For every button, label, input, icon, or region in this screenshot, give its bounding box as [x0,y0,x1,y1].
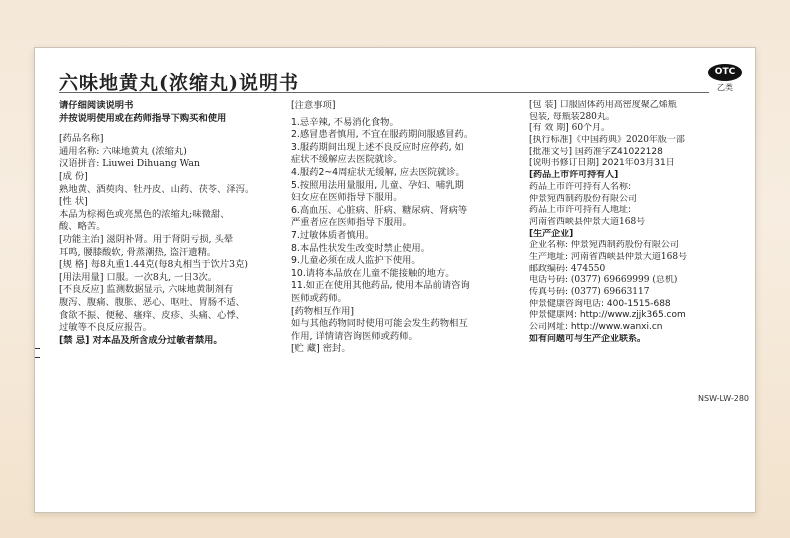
adverse-reactions-1: [不良反应] 监测数据显示, 六味地黄制剂有 [59,284,234,296]
otc-badge [707,64,743,98]
column-right [529,100,737,345]
health-website: 仲景健康网: http://www.zjjk365.com [529,310,686,321]
section-appearance: [性 状] [59,196,88,208]
ingredients-text: 熟地黄、酒萸肉、牡丹皮、山药、茯苓、泽泻。 [59,183,255,195]
otc-label: OTC [708,64,742,81]
holder-name-label: 药品上市许可持有人名称: [529,181,632,192]
fax-number: 传真号码: (0377) 69663117 [529,287,650,297]
precaution-5a: 5.按照用法用量服用, 儿童、孕妇、哺乳期 [291,179,464,191]
edge-mark [35,348,40,358]
storage-text: [贮 藏] 密封。 [291,343,351,355]
approval-number: [批准文号] 国药准字Z41022128 [529,146,663,157]
precaution-6b: 严重者应在医师指导下服用。 [291,217,412,229]
notice-line-2: 并按说明使用或在药师指导下购买和使用 [59,112,227,124]
interactions-text-1: 如与其他药物同时使用可能会发生药物相互 [291,318,468,330]
company-website: 公司网址: http://www.wanxi.cn [529,322,663,333]
standard: [执行标准]《中国药典》2020年版一部 [529,135,685,146]
instruction-sheet [34,47,756,513]
precaution-5b: 妇女应在医师指导下服用。 [291,192,403,204]
specification-text: [规 格] 每8丸重1.44克(每8丸相当于饮片3克) [59,259,249,271]
document-title: 六味地黄丸(浓缩丸)说明书 [59,72,299,94]
consult-phone: 仲景健康咨询电话: 400-1515-688 [529,298,671,309]
dosage-text: [用法用量] 口服。一次8丸, 一日3次。 [59,271,218,283]
precaution-6a: 6.高血压、心脏病、肝病、糖尿病、肾病等 [291,204,468,216]
precaution-10: 10.请将本品放在儿童不能接触的地方。 [291,267,455,279]
appearance-text-1: 本品为棕褐色或亮黑色的浓缩丸;味微甜、 [59,208,230,220]
precaution-11b: 医师或药师。 [291,292,347,304]
postal-code: 邮政编码: 474550 [529,263,606,274]
company-name: 企业名称: 仲景宛西制药股份有限公司 [529,240,679,251]
indications-text-1: [功能主治] 滋阴补肾。用于肾阴亏损, 头晕 [59,233,234,245]
holder-address-label: 药品上市许可持有人地址: [529,205,632,216]
interactions-text-2: 作用, 详情请咨询医师或药师。 [291,330,418,342]
section-manufacturer: [生产企业] [529,228,574,239]
package-text-2: 包装, 每瓶装280丸。 [529,111,615,122]
column-middle [291,100,517,356]
precaution-8: 8.本品性状发生改变时禁止使用。 [291,242,431,254]
revision-date: [说明书修订日期] 2021年03月31日 [529,158,675,169]
adverse-reactions-3: 食欲不振、便秘、瘙痒、皮疹、头痛、心悸、 [59,309,245,321]
section-drug-name: [药品名称] [59,133,104,145]
generic-name: 通用名称: 六味地黄丸 (浓缩丸) [59,145,187,157]
precaution-3b: 症状不缓解应去医院就诊。 [291,154,403,166]
title-divider [59,92,709,93]
precaution-3a: 3.服药期间出现上述不良反应时应停药, 如 [291,141,464,153]
company-address: 生产地址: 河南省西峡县仲景大道168号 [529,251,688,262]
adverse-reactions-4: 过敏等不良反应报告。 [59,322,152,334]
document-code: NSW-LW-280 [698,394,749,403]
section-ingredients: [成 份] [59,170,88,182]
precaution-4: 4.服药2~4周症状无缓解, 应去医院就诊。 [291,166,465,178]
contraindications-text: [禁 忌] 对本品及所含成分过敏者禁用。 [59,334,223,346]
otc-class-label: 乙类 [717,83,733,92]
package-text-1: [包 装] 口服固体药用高密度聚乙烯瓶 [529,100,677,110]
indications-text-2: 耳鸣, 腰膝酸软, 骨蒸潮热, 盗汗遗精。 [59,246,217,258]
precaution-11a: 11.如正在使用其他药品, 使用本品前请咨询 [291,280,470,292]
phone-number: 电话号码: (0377) 69669999 (总机) [529,275,678,286]
column-left [59,100,281,347]
section-license-holder: [药品上市许可持有人] [529,170,619,181]
notice-line-1: 请仔细阅读说明书 [59,100,134,111]
contact-note: 如有问题可与生产企业联系。 [529,333,647,344]
section-precautions: [注意事项] [291,100,336,111]
holder-name: 仲景宛西制药股份有限公司 [529,193,638,204]
appearance-text-2: 酸、略苦。 [59,221,106,233]
shelf-life: [有 效 期] 60个月。 [529,123,611,134]
pinyin-name: 汉语拼音: Liuwei Dihuang Wan [59,158,200,170]
section-interactions: [药物相互作用] [291,305,355,317]
precaution-1: 1.忌辛辣, 不易消化食物。 [291,116,399,128]
precaution-9: 9.儿童必须在成人监护下使用。 [291,255,421,267]
holder-address: 河南省西峡县仲景大道168号 [529,216,646,227]
precaution-2: 2.感冒患者慎用, 不宜在服药期间服感冒药。 [291,129,474,141]
precaution-7: 7.过敏体质者慎用。 [291,229,375,241]
adverse-reactions-2: 腹泻、腹痛、腹胀、恶心、呕吐、胃肠不适、 [59,296,245,308]
